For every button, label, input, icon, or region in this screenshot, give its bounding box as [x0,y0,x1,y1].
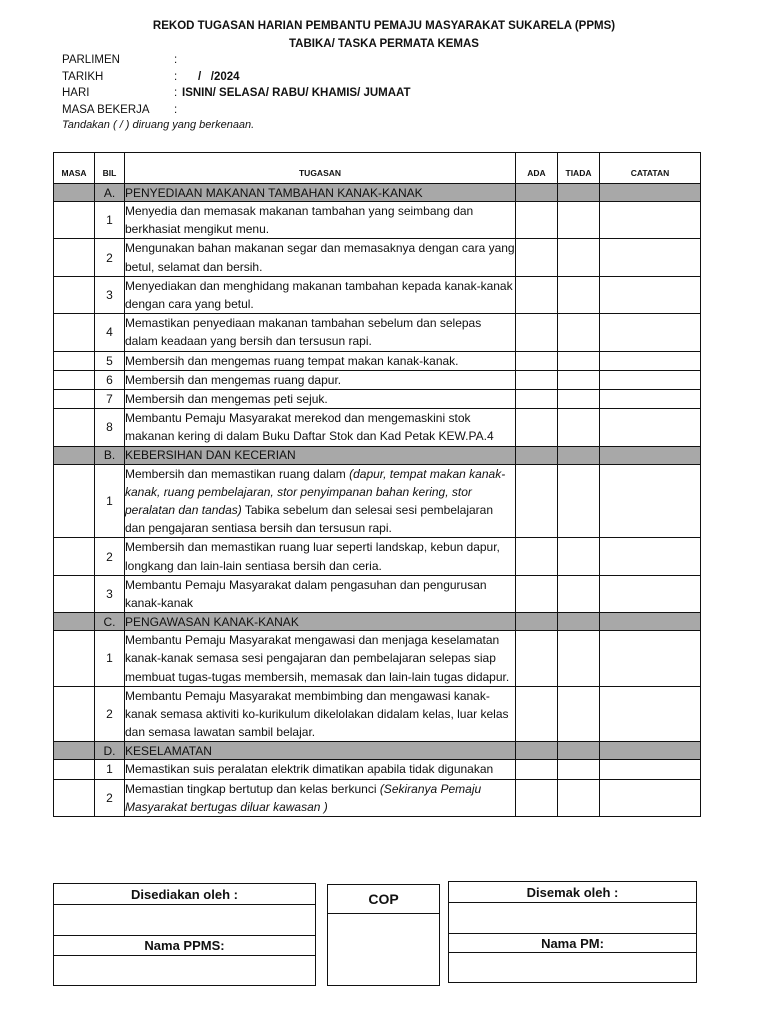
section-row [54,184,701,202]
masa-cell[interactable] [54,779,95,816]
prepared-by-label: Disediakan oleh : [54,884,315,905]
catatan-cell[interactable] [600,538,701,575]
task-text: Membersih dan mengemas peti sejuk. [125,392,328,407]
tiada-checkbox-cell[interactable] [558,409,600,446]
task-text: Memastikan suis peralatan elektrik dimatikan apabila tidak digunakan [125,762,494,777]
bil-number: 7 [95,390,125,409]
checked-by-label: Disemak oleh : [449,882,696,903]
section-code: D. [95,742,125,760]
bil-number: 1 [95,464,125,538]
masa-cell[interactable] [54,686,95,742]
catatan-cell[interactable] [600,686,701,742]
meta-block [62,52,411,118]
masa-cell[interactable] [54,409,95,446]
ada-checkbox-cell[interactable] [516,575,558,612]
table-row [54,686,701,742]
tiada-checkbox-cell[interactable] [558,351,600,370]
task-text-tail: Tabika sebelum dan selesai sesi pembelajaran dan pengajaran sentiasa bersih dan tersusun rapi. [125,503,494,536]
section-catatan-cell [600,446,701,464]
catatan-cell[interactable] [600,409,701,446]
table-row [54,276,701,313]
meta-masa-bekerja [62,102,411,119]
masa-cell[interactable] [54,239,95,276]
task-description [125,409,516,446]
section-ada-cell [516,446,558,464]
tiada-checkbox-cell[interactable] [558,686,600,742]
task-text: Mengunakan bahan makanan segar dan memasaknya dengan cara yang betul, selamat dan bersih. [125,241,515,274]
section-ada-cell [516,613,558,631]
task-description [125,575,516,612]
checked-by-signature-field[interactable] [449,903,696,934]
catatan-cell[interactable] [600,351,701,370]
catatan-cell[interactable] [600,575,701,612]
bil-number: 2 [95,239,125,276]
masa-cell[interactable] [54,314,95,351]
meta-tarikh [62,69,411,86]
ada-checkbox-cell[interactable] [516,686,558,742]
table-row [54,314,701,351]
hari-label: HARI [62,87,90,99]
section-catatan-cell [600,184,701,202]
task-text: Membantu Pemaju Masyarakat mengawasi dan menjaga keselamatan kanak-kanak semasa sesi pengajaran dan pembelajaran selepas siap membuat tugas-tugas membersih, memasak dan lain-lain tugas didapur. [125,633,510,684]
section-code: B. [95,446,125,464]
ada-checkbox-cell[interactable] [516,631,558,687]
task-description [125,351,516,370]
col-header-tugasan: TUGASAN [125,153,516,184]
task-description [125,314,516,351]
masa-cell[interactable] [54,464,95,538]
catatan-cell[interactable] [600,202,701,239]
tiada-checkbox-cell[interactable] [558,631,600,687]
catatan-cell[interactable] [600,464,701,538]
masa-cell[interactable] [54,631,95,687]
cop-label: COP [328,885,439,914]
task-description [125,538,516,575]
tarikh-separator: : [174,70,178,83]
task-text: Memastikan penyediaan makanan tambahan sebelum dan selepas dalam keadaan yang bersih dan tersusun rapi. [125,316,482,349]
catatan-cell[interactable] [600,779,701,816]
masa-cell[interactable] [54,575,95,612]
hari-separator: : [174,87,178,99]
catatan-cell[interactable] [600,276,701,313]
tarikh-value: / /2024 [198,70,240,83]
task-description [125,779,516,816]
section-title: PENYEDIAAN MAKANAN TAMBAHAN KANAK-KANAK [125,184,516,202]
tiada-checkbox-cell[interactable] [558,314,600,351]
ada-checkbox-cell[interactable] [516,538,558,575]
ada-checkbox-cell[interactable] [516,239,558,276]
ada-checkbox-cell[interactable] [516,464,558,538]
section-tiada-cell [558,613,600,631]
table-row [54,760,701,779]
pm-name-label: Nama PM: [449,934,696,953]
task-description [125,370,516,389]
ppms-name-field[interactable] [54,956,315,985]
bil-number: 8 [95,409,125,446]
task-text: Membersih dan mengemas ruang tempat makan kanak-kanak. [125,353,459,368]
task-description [125,276,516,313]
section-masa-cell [54,613,95,631]
ada-checkbox-cell[interactable] [516,370,558,389]
masa-cell[interactable] [54,351,95,370]
table-row [54,538,701,575]
prepared-by-box [53,883,316,986]
task-text: Membersih dan memastikan ruang dalam [125,466,350,481]
masa-cell[interactable] [54,370,95,389]
tiada-checkbox-cell[interactable] [558,538,600,575]
col-header-bil: BIL [95,153,125,184]
instruction-text: Tandakan ( / ) diruang yang berkenaan. [62,119,255,131]
task-description [125,464,516,538]
prepared-by-signature-field[interactable] [54,905,315,936]
tiada-checkbox-cell[interactable] [558,760,600,779]
section-code: A. [95,184,125,202]
section-catatan-cell [600,742,701,760]
masa-cell[interactable] [54,538,95,575]
section-row [54,446,701,464]
tiada-checkbox-cell[interactable] [558,464,600,538]
masa-cell[interactable] [54,202,95,239]
ada-checkbox-cell[interactable] [516,779,558,816]
pm-name-field[interactable] [449,953,696,982]
table-row [54,390,701,409]
catatan-cell[interactable] [600,631,701,687]
task-description [125,390,516,409]
masa-cell[interactable] [54,760,95,779]
col-header-masa: MASA [54,153,95,184]
section-code: C. [95,613,125,631]
meta-parlimen [62,52,411,69]
table-row [54,779,701,816]
parlimen-separator: : [174,54,178,66]
task-text: Membantu Pemaju Masyarakat merekod dan mengemaskini stok makanan kering di dalam Buku Daftar Stok dan Kad Petak KEW.PA.4 [125,411,494,444]
bil-number: 4 [95,314,125,351]
task-text: Membantu Pemaju Masyarakat dalam pengasuhan dan pengurusan kanak-kanak [125,577,487,611]
cop-stamp-field[interactable] [328,914,439,985]
task-text-italic: (Sekiranya Pemaju Masyarakat bertugas diluar kawasan ) [125,781,482,814]
checked-by-box [448,881,697,983]
task-description [125,760,516,779]
col-header-ada: ADA [516,153,558,184]
task-description [125,686,516,742]
ada-checkbox-cell[interactable] [516,202,558,239]
section-row [54,613,701,631]
tiada-checkbox-cell[interactable] [558,779,600,816]
section-title: KESELAMATAN [125,742,516,760]
tiada-checkbox-cell[interactable] [558,276,600,313]
ppms-name-label: Nama PPMS: [54,936,315,956]
col-header-tiada: TIADA [558,153,600,184]
table-row [54,631,701,687]
task-table [53,152,701,817]
table-header-row [54,153,701,184]
task-text: Membersih dan mengemas ruang dapur. [125,372,342,387]
table-row [54,202,701,239]
task-text: Menyediakan dan menghidang makanan tambahan kepada kanak-kanak dengan cara yang betul. [125,278,513,312]
task-text: Memastian tingkap bertutup dan kelas berkunci [125,781,380,796]
table-row [54,370,701,389]
cop-box [327,884,440,986]
section-tiada-cell [558,742,600,760]
task-text: Menyedia dan memasak makanan tambahan yang seimbang dan berkhasiat mengikut menu. [125,204,474,237]
bil-number: 1 [95,202,125,239]
task-text: Membersih dan memastikan ruang luar seperti landskap, kebun dapur, longkang dan lain-lain sentiasa bersih dan ceria. [125,540,500,573]
section-masa-cell [54,446,95,464]
table-row [54,575,701,612]
task-text: Membantu Pemaju Masyarakat membimbing dan mengawasi kanak-kanak semasa aktiviti ko-kurikulum dikelolakan didalam kelas, luar kelas dan semasa lawatan sambil belajar. [125,688,509,740]
task-description [125,202,516,239]
tiada-checkbox-cell[interactable] [558,239,600,276]
table-row [54,239,701,276]
section-tiada-cell [558,446,600,464]
col-header-catatan: CATATAN [600,153,701,184]
masa-cell[interactable] [54,390,95,409]
catatan-cell[interactable] [600,239,701,276]
ada-checkbox-cell[interactable] [516,409,558,446]
hari-value: ISNIN/ SELASA/ RABU/ KHAMIS/ JUMAAT [182,87,411,99]
bil-number: 3 [95,276,125,313]
ada-checkbox-cell[interactable] [516,276,558,313]
masa-cell[interactable] [54,276,95,313]
section-tiada-cell [558,184,600,202]
tarikh-label: TARIKH [62,70,104,83]
catatan-cell[interactable] [600,390,701,409]
bil-number: 3 [95,575,125,612]
bil-number: 6 [95,370,125,389]
tiada-checkbox-cell[interactable] [558,202,600,239]
section-ada-cell [516,184,558,202]
masa-bekerja-separator: : [174,103,178,116]
section-title: PENGAWASAN KANAK-KANAK [125,613,516,631]
document-subtitle: TABIKA/ TASKA PERMATA KEMAS [289,38,479,50]
task-text-italic: (dapur, tempat makan kanak-kanak, ruang pembelajaran, stor penyimpanan bahan kering, stor peralatan dan tandas) [125,466,506,518]
table-row [54,351,701,370]
masa-bekerja-label: MASA BEKERJA [62,103,150,116]
section-title: KEBERSIHAN DAN KECERIAN [125,446,516,464]
document-title: REKOD TUGASAN HARIAN PEMBANTU PEMAJU MASYARAKAT SUKARELA (PPMS) [152,20,616,32]
ada-checkbox-cell[interactable] [516,314,558,351]
tiada-checkbox-cell[interactable] [558,370,600,389]
bil-number: 1 [95,760,125,779]
section-masa-cell [54,184,95,202]
bil-number: 2 [95,686,125,742]
catatan-cell[interactable] [600,760,701,779]
task-description [125,631,516,687]
tiada-checkbox-cell[interactable] [558,575,600,612]
task-description [125,239,516,276]
ada-checkbox-cell[interactable] [516,760,558,779]
bil-number: 5 [95,351,125,370]
section-masa-cell [54,742,95,760]
bil-number: 2 [95,779,125,816]
table-row [54,409,701,446]
meta-hari [62,85,411,102]
section-catatan-cell [600,613,701,631]
bil-number: 2 [95,538,125,575]
parlimen-label: PARLIMEN [62,54,120,66]
ada-checkbox-cell[interactable] [516,351,558,370]
section-row [54,742,701,760]
catatan-cell[interactable] [600,370,701,389]
tiada-checkbox-cell[interactable] [558,390,600,409]
table-row [54,464,701,538]
section-ada-cell [516,742,558,760]
catatan-cell[interactable] [600,314,701,351]
ada-checkbox-cell[interactable] [516,390,558,409]
bil-number: 1 [95,631,125,687]
